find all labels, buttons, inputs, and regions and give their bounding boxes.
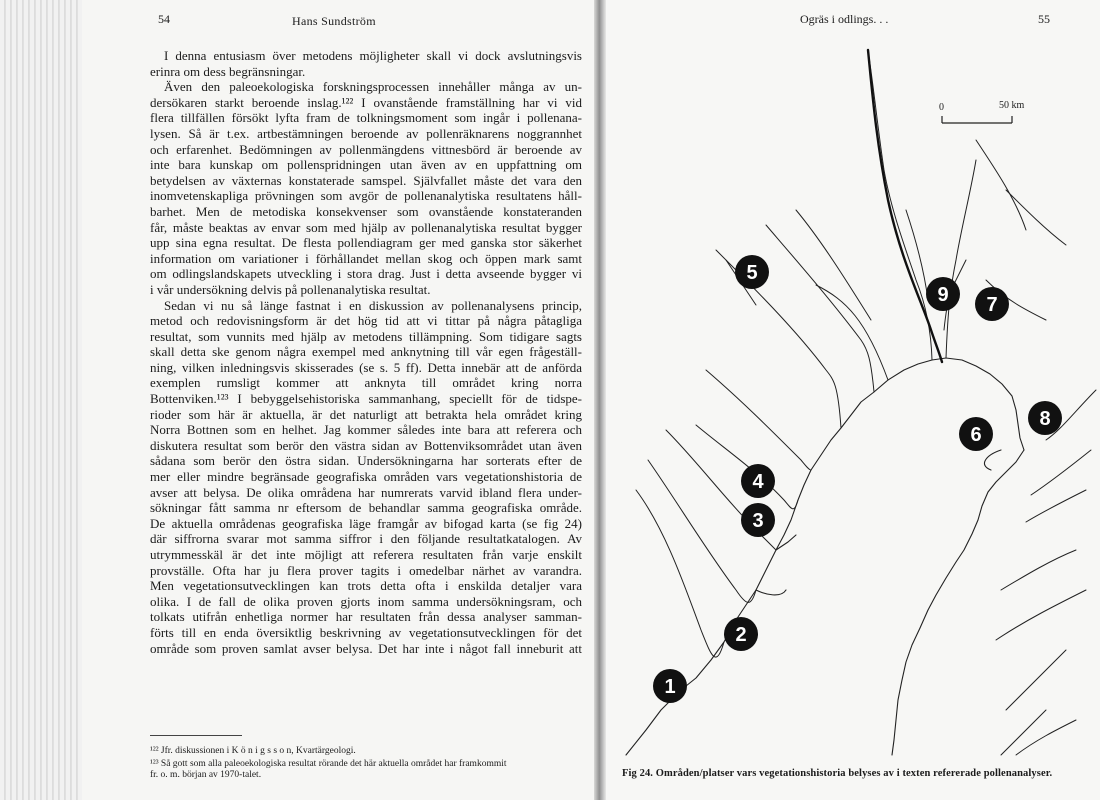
footnote-122: ¹²² Jfr. diskussionen i K ö n i g s s o n, Kvartärgeologi. (150, 746, 356, 756)
body-text-line: och erfarenhet. Bedömningen av pollenmängdens vittnesbörd är beroende av (150, 141, 582, 157)
body-text-line: sådana som berör den östra sidan. Undersökningarna har sorterats efter de (150, 453, 582, 469)
site-marker-label: 1 (664, 676, 676, 698)
site-marker-label: 6 (970, 424, 982, 446)
body-text-line: Sedan vi nu så länge fastnat i en diskussion av pollenanalysens princip, (164, 297, 582, 313)
site-marker-2 (724, 617, 758, 651)
body-text-line: där siffrorna svarar mot samma siffror i den följande resultatkatalogen. Av (150, 531, 582, 547)
body-text-line: erinra om dess begränsningar. (150, 63, 306, 79)
national-border (868, 50, 942, 362)
scale-label-50km: 50 km (999, 100, 1025, 111)
site-marker-3 (741, 503, 775, 537)
body-text-line: förts till en enda översiktlig beskrivning av vegetationsutvecklingen för det (150, 624, 582, 640)
body-text-line: upp sina egna resultat. De flesta pollendiagram ger med ganska stor säkerhet (150, 235, 582, 251)
footnote-123: ¹²³ Så gott som alla paleoekologiska resultat rörande det här aktuella området har framkommit (150, 759, 507, 769)
site-marker-label: 2 (735, 624, 747, 646)
body-text-line: Norra Bottnen som en helhet. Jag kommer således inte bara att referera och (150, 422, 582, 438)
right-running-head: Ogräs i odlings. . . (800, 12, 889, 26)
scale-label-0: 0 (939, 102, 944, 113)
body-text-line: inte bara kunskap om pollenspridningen utan även av en uppfattning om (150, 157, 582, 173)
body-text-line: olika. I de fall de olika proven gjorts inom samma undersökningsram, och (150, 593, 582, 609)
site-marker-label: 7 (986, 294, 998, 316)
bothnian-bay-map (606, 30, 1100, 770)
body-text-line: skall detta ske genom några exempel med anknytning till vår egen frågeställ- (150, 344, 582, 360)
body-text-line: information om variationer i förhållandet mellan skog och öppen mark samt (150, 250, 582, 266)
body-text-line: avser att belysa. De olika områdena har numrerats varvid ibland flera under- (150, 484, 582, 500)
body-text-line: utrymmesskäl är det inte möjligt att referera resultaten från varje enskilt (150, 547, 582, 562)
site-marker-1 (653, 669, 687, 703)
coastline (626, 358, 1024, 755)
site-marker-5 (735, 255, 769, 289)
body-text-line: flera tillfällen försökt lyfta fram de tolkningsmoment som ingår i pollenana- (150, 110, 582, 126)
body-text-line: ning, vilken inledningsvis skisserades (se s. 5 ff). Detta innebär att de anförda (150, 359, 582, 375)
scale-bar (939, 100, 1025, 123)
site-marker-label: 9 (937, 284, 949, 306)
body-text-line: De aktuella områdenas geografiska läge framgår av bifogad karta (se fig 24) (150, 515, 582, 531)
footnote-rule (150, 735, 242, 736)
site-marker-9 (926, 277, 960, 311)
right-page-number: 55 (1038, 12, 1050, 26)
body-text-line: Men vegetationsutvecklingen kan trots detta ofta i enskilda detaljer vara (150, 578, 582, 594)
left-running-head: Hans Sundström (292, 14, 376, 28)
body-text-line: metod och redovisningsform är det hög tid att vi tittar på några påtagliga (150, 313, 582, 329)
body-text-line: sökningar fått samma nr eftersom de behandlar samma geografiska område. (150, 500, 582, 516)
figure-caption: Fig 24. Områden/platser vars vegetationshistoria belyses av i texten refererade pollenanalyser. (622, 768, 1053, 779)
body-text-line: lysen. Så är t.ex. artbestämningen beroende av pollenräknarens noggrannhet (150, 125, 582, 141)
body-text-line: får, måste beaktas av envar som med hjälp av pollenanalytiska resultat bygger (150, 219, 582, 235)
body-text-line: resultat, som vunnits med hjälp av metodens tillämpning. Som tidigare sagts (150, 328, 582, 344)
body-text-line: om odlingslandskapets utveckling i stora drag. Just i detta avseende bygger vi (150, 266, 582, 282)
site-marker-6 (959, 417, 993, 451)
body-text (150, 48, 582, 656)
rivers (636, 50, 1096, 755)
body-text-line: betydelsen av växternas konstaterade samspel. Självfallet måste det vara den (150, 172, 582, 188)
body-text-line: i vår undersökning delvis på pollenanalytiska resultat. (150, 281, 431, 297)
body-text-line: inomvetenskapliga prövningen som avgör de pollenanalytiska resultatens håll- (150, 188, 582, 204)
body-text-line: område som proven samlat avser belysa. Det har inte i något fall inneburit att (150, 640, 582, 656)
body-text-line: barhet. Men de metodiska konsekvenser som ovanstående konstateranden (150, 203, 582, 219)
site-marker-label: 4 (752, 471, 764, 493)
body-text-line: rioder som här är aktuella, är det naturligt att betrakta hela området kring (150, 406, 582, 422)
site-marker-7 (975, 287, 1009, 321)
site-marker-label: 8 (1039, 408, 1051, 430)
body-text-line: Bottenviken.¹²³ I bebyggelsehistoriska sammanhang, speciellt för de tidspe- (150, 391, 582, 407)
body-text-line: provställe. Ofta har ju flera prover tagits i omedelbar närhet av varandra. (150, 562, 582, 578)
body-text-line: mer eller mindre begränsade geografiska områden vars vegetationshistoria de (150, 469, 582, 485)
page-stack-edge (0, 0, 82, 800)
book-gutter (594, 0, 606, 800)
site-marker-label: 5 (746, 262, 758, 284)
site-marker-4 (741, 464, 775, 498)
site-marker-label: 3 (752, 510, 764, 532)
body-text-line: exemplen rumsligt kommer att anknyta till området kring norra (150, 375, 582, 391)
footnote-123-cont: fr. o. m. början av 1970-talet. (150, 770, 262, 780)
body-text-line: tolkats utifrån enhetliga normer har resultaten från dessa analyser samman- (150, 609, 582, 625)
body-text-line: dersökaren starkt beroende inslag.¹²² I ovanstående framställning har vi vid (150, 94, 582, 110)
left-page-number: 54 (158, 12, 170, 26)
site-marker-8 (1028, 401, 1062, 435)
body-text-line: diskutera resultat som berör den västra sidan av Bottenviksområdet utan även (150, 437, 582, 453)
body-text-line: I denna entusiasm över metodens möjligheter skall vi dock avslutningsvis (164, 48, 582, 63)
body-text-line: Även den paleoekologiska forskningsprocessen innehåller många av un- (164, 79, 582, 95)
